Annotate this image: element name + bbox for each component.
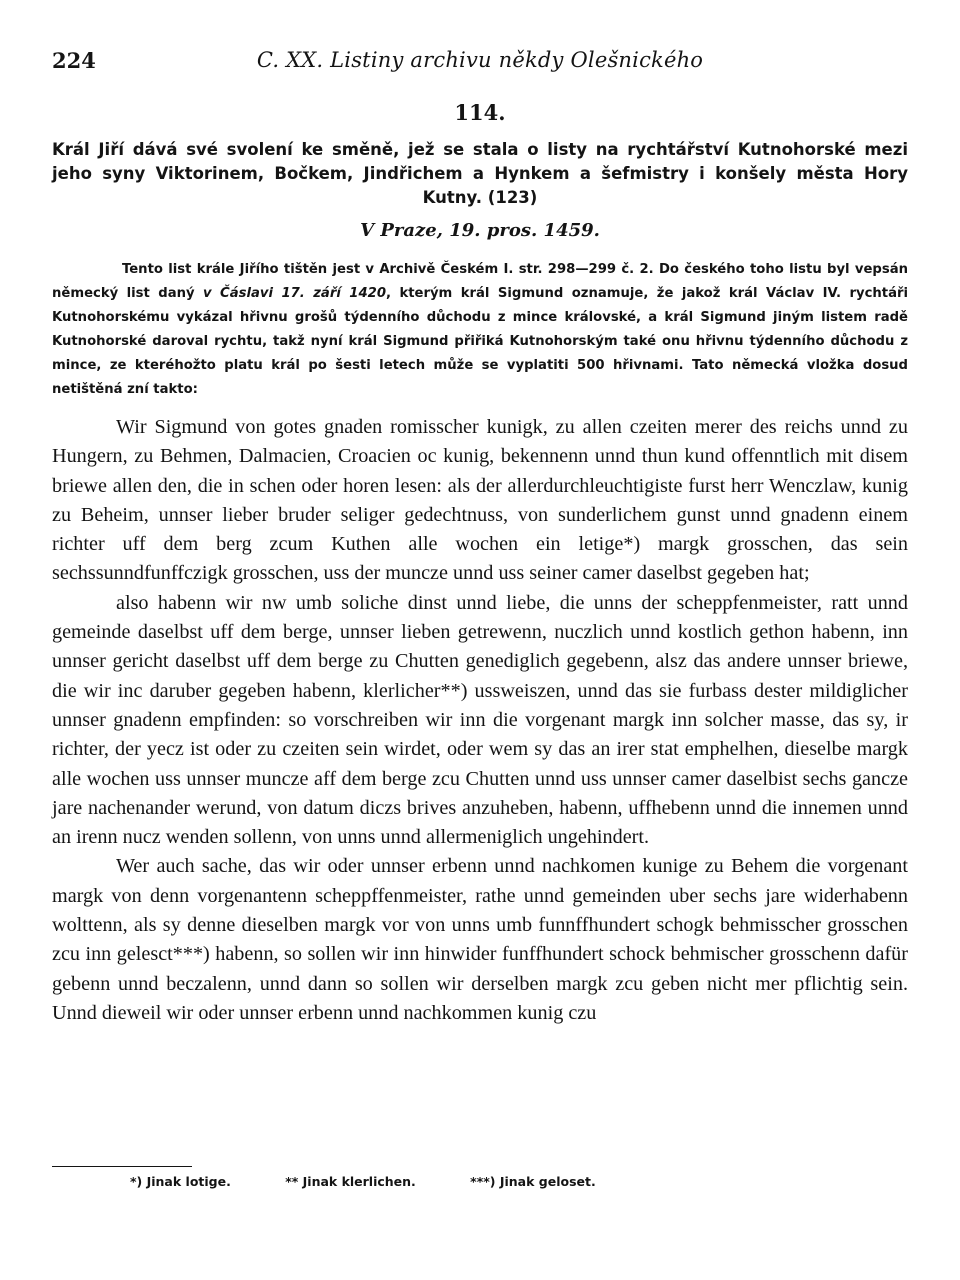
running-head: [52, 48, 908, 78]
page-number: 224: [52, 48, 96, 73]
note-text-2: , kterým král Sigmund oznamuje, že jakož král Václav IV. rychtáři Kutnohorskému vykázal hřivnu grošů týdenního důchodu z mince královské, a král Sigmund jiným listem radě Kutnohorské daroval rychtu, takž nyní král Sigmund přiřiká Kutnohorským také onu hřivnu týdenního důchodu z mince, ze kteréhožto platu král po šesti letech může se vyplatiti 500 hřivnami. Tato německá vložka dosud netištěná zní takto:: [52, 286, 908, 398]
date-line: V Praze, 19. pros. 1459.: [360, 220, 600, 241]
regest-summary: Král Jiří dává své svolení ke směně, jež se stala o listy na rychtářství Kutnohorské mezi jeho syny Viktorinem, Bočkem, Jindřichem a Hynkem a šefmistry i konšely města Hory Kutny. (123): [52, 140, 908, 207]
footnote-1: *) Jinak lotige.: [130, 1174, 231, 1189]
german-paragraph-1: Wir Sigmund von gotes gnaden romisscher kunigk, zu allen czeiten merer des reichs unnd zu Hungern, zu Behmen, Dalmacien, Croacien oc kunig, bekennenn unnd thun kund offenntlich mit disem briewe allen den, die in schen oder horen lesen: als der allerdurchleuchtigiste furst herr Wenczlaw, kunig zu Beheim, unnser lieber bruder seliger gedechtnuss, von sunderlichem gunst unnd gnadenn einem richter uff dem berg zcum Kuthen alle wochen ein letige*) margk grosschen, das sein sechssunndfunffczigk grosschen, uss der muncze unnd uss seiner camer daselbst gegeben hat;: [52, 416, 908, 585]
footnotes: [130, 1172, 830, 1192]
editorial-note: [52, 258, 908, 403]
document-number: 114.: [454, 100, 506, 125]
footnote-3: ***) Jinak geloset.: [470, 1174, 596, 1189]
german-charter-text: [52, 413, 908, 1028]
note-text-1: Tento list krále Jiřího tištěn jest v Archivě Českém I. str. 298—299 č. 2. Do českého toho listu byl vepsán německý list daný: [52, 262, 908, 302]
footnote-rule: [52, 1166, 192, 1167]
note-italic-date: v Čáslavi 17. září 1420: [203, 286, 386, 302]
running-title: C. XX. Listiny archivu někdy Olešnického: [256, 48, 704, 72]
german-paragraph-2: also habenn wir nw umb soliche dinst unnd liebe, die unns der scheppfenmeister, ratt unnd gemeinde daselbst uff dem berge, unnser lieben getrewenn, nuczlich unnd kostlich gethon habenn, inn unnser gericht daselbst uff dem berge zu Chutten genediglich gegebenn, alsz das andere unnser briewe, die wir inc daruber gegeben habenn, klerlicher**) ussweiszen, unnd das sie furbass dester mildiglicher unnser gnadenn empfinden: so vorschreiben wir inn die vorgenant margk inn solcher masse, das sy, ir richter, der yecz ist oder zu czeiten sein wirdet, oder wem sy das an irer stat emphelhen, dieselbe margk alle wochen uss unnser muncze aff dem berge zcu Chutten unnd uss unnser camer daselbist sechs gancze jare nachenander werund, von datum diczs brives anzuheben, habenn, uffhebenn unnd die innemen unnd an irenn nucz wenden sollenn, von unns unnd allermeniglich ungehindert.: [52, 591, 908, 849]
footnote-2: ** Jinak klerlichen.: [285, 1174, 416, 1189]
german-paragraph-3: Wer auch sache, das wir oder unnser erbenn unnd nachkomen kunige zu Behem die vorgenant margk von denn vorgenantenn scheppffenmeister, rathe unnd gemeinden uber sechs jare widerhabenn wolttenn, als sy denne dieselben margk vor von unns umb funnffhundert schogk behmisscher grosschen zcu inn gelesct***) habenn, so sollen wir inn hinwider funffhundert schock behmischer grosschenn dafür gebenn unnd beczalenn, unnd dann so sollen wir derselben margk zcu geben nicht mer pflichtig sein. Unnd dieweil wir oder unnser erbenn unnd nachkommen kunig czu: [52, 855, 908, 1024]
